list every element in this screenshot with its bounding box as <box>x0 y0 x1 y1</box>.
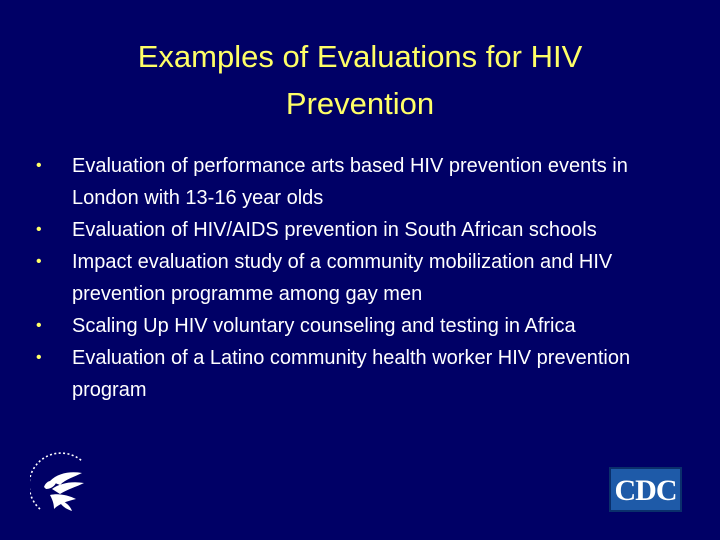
bullet-text: Evaluation of HIV/AIDS prevention in South African schools <box>72 219 597 241</box>
bullet-text: Evaluation of performance arts based HIV prevention events in London with 13-16 year olds <box>72 155 628 209</box>
cdc-logo <box>609 467 682 512</box>
bullet-item <box>36 310 696 342</box>
bullet-item <box>36 150 696 214</box>
hhs-eagle-icon <box>30 451 94 521</box>
bullet-symbol: • <box>36 349 42 366</box>
bullet-text: Scaling Up HIV voluntary counseling and testing in Africa <box>72 315 576 337</box>
bullet-symbol: • <box>36 317 42 334</box>
slide-title: Examples of Evaluations for HIV Prevention <box>137 39 583 121</box>
bullet-text: Evaluation of a Latino community health worker HIV prevention program <box>72 347 631 401</box>
hhs-logo <box>30 451 94 521</box>
bullet-symbol: • <box>36 157 42 174</box>
cdc-logo-text: CDC <box>614 474 677 507</box>
bullet-item <box>36 342 696 406</box>
bullet-symbol: • <box>36 253 42 270</box>
bullet-item <box>36 246 696 310</box>
bullet-text: Impact evaluation study of a community mobilization and HIV prevention programme among gay men <box>72 251 613 305</box>
bullet-list <box>36 150 696 406</box>
bullet-symbol: • <box>36 221 42 238</box>
bullet-item <box>36 214 696 246</box>
